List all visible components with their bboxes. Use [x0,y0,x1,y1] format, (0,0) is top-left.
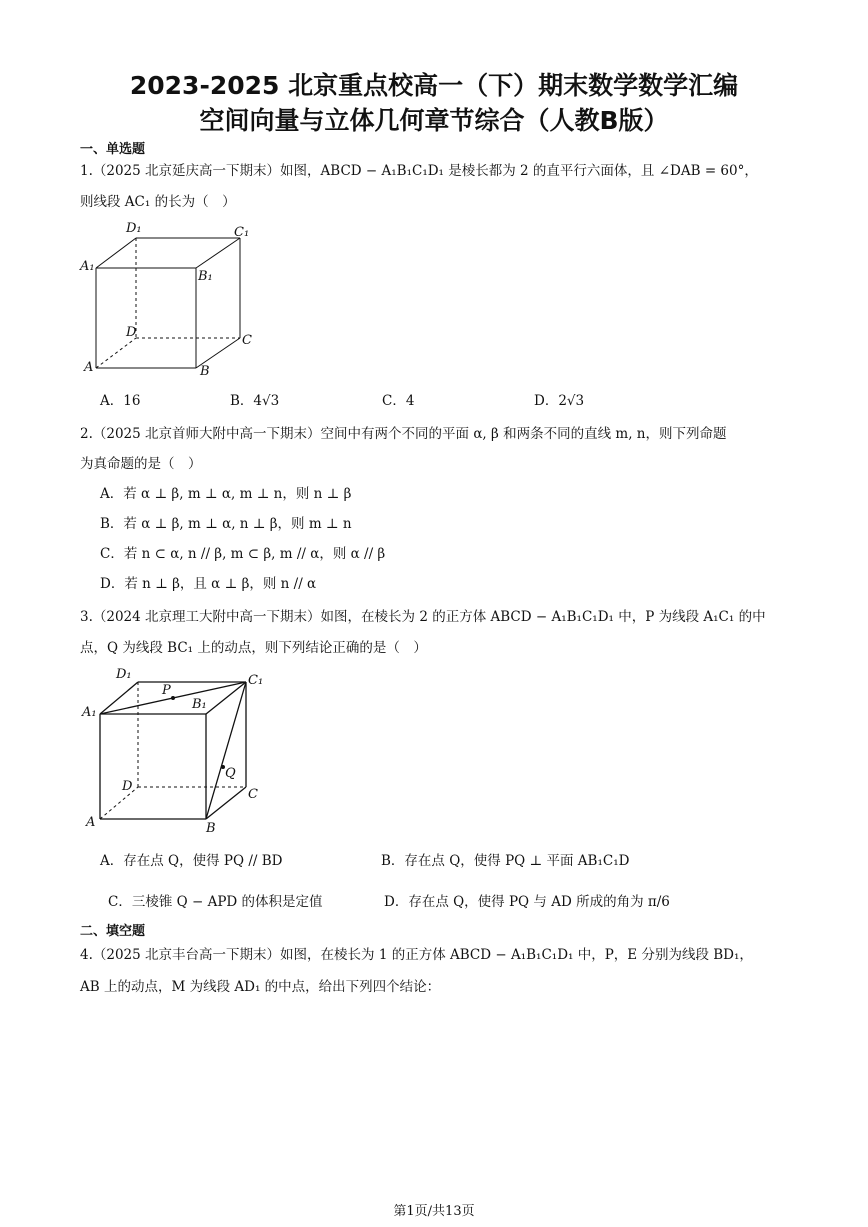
q1-option-c: C．4 [382,393,415,409]
q3-option-c: C．三棱锥 Q − APD 的体积是定值 [108,894,323,910]
q4-text-line2: AB 上的动点，M 为线段 AD₁ 的中点，给出下列四个结论： [80,979,441,995]
q3-label-A1: A₁ [82,705,97,720]
q1-option-a: A．16 [100,393,141,409]
q4-text-line1: 4.（2025 北京丰台高一下期末）如图，在棱长为 1 的正方体 ABCD − A₁B₁C₁D₁ 中，P，E 分别为线段 BD₁， [80,947,753,963]
q1-label-D1: D₁ [126,221,142,236]
q3-label-B: B [206,821,216,836]
q1-option-d: D．2√3 [534,393,585,409]
q1-label-C1: C₁ [234,225,250,240]
q1-text-line1: 1.（2025 北京延庆高一下期末）如图，ABCD − A₁B₁C₁D₁ 是棱长都为 2 的直平行六面体，且 ∠DAB = 60°， [80,163,758,179]
section-fill-in: 二、填空题 [80,924,146,939]
q3-figure [78,664,278,839]
section-single-choice: 一、单选题 [80,142,146,157]
q2-option-a: A．若 α ⊥ β, m ⊥ α, m ⊥ n，则 n ⊥ β [100,486,352,502]
q2-option-d: D．若 n ⊥ β，且 α ⊥ β，则 n // α [100,576,317,592]
q3-label-A: A [86,815,96,830]
q1-label-A: A [84,360,94,375]
q3-label-B1: B₁ [192,697,207,712]
q2-option-c: C．若 n ⊂ α, n // β, m ⊂ β, m // α，则 α // β [100,546,386,562]
q3-label-D: D [122,779,133,794]
q1-label-A1: A₁ [80,259,95,274]
q3-label-D1: D₁ [116,667,132,682]
q3-label-Q: Q [225,766,236,781]
q3-label-C1: C₁ [248,673,264,688]
q1-text-line2: 则线段 AC₁ 的长为（ ） [80,194,236,210]
q3-text-line1: 3.（2024 北京理工大附中高一下期末）如图，在棱长为 2 的正方体 ABCD − A₁B₁C₁D₁ 中，P 为线段 A₁C₁ 的中 [80,609,766,625]
q1-label-C: C [242,333,252,348]
q3-label-C: C [248,787,258,802]
doc-title-line2: 空间向量与立体几何章节综合（人教B版） [199,106,669,135]
q1-label-B1: B₁ [198,269,213,284]
q2-text-line2: 为真命题的是（ ） [80,456,202,472]
q3-option-a: A．存在点 Q，使得 PQ // BD [100,853,283,869]
q2-text-line1: 2.（2025 北京首师大附中高一下期末）空间中有两个不同的平面 α, β 和两条不同的直线 m, n，则下列命题 [80,426,727,442]
q3-text-line2: 点，Q 为线段 BC₁ 上的动点，则下列结论正确的是（ ） [80,640,427,656]
q3-label-P: P [162,683,171,698]
q3-option-b: B．存在点 Q，使得 PQ ⊥ 平面 AB₁C₁D [381,853,630,869]
q1-label-D: D [126,325,137,340]
doc-title-line1: 2023-2025 北京重点校高一（下）期末数学数学汇编 [129,71,739,100]
q3-option-d: D．存在点 Q，使得 PQ 与 AD 所成的角为 π/6 [384,894,670,910]
q1-label-B: B [200,364,210,378]
q1-figure [78,218,258,378]
q1-option-b: B．4√3 [230,393,280,409]
page-footer: 第1页/共13页 [393,1204,475,1219]
q2-option-b: B．若 α ⊥ β, m ⊥ α, n ⊥ β，则 m ⊥ n [100,516,352,532]
